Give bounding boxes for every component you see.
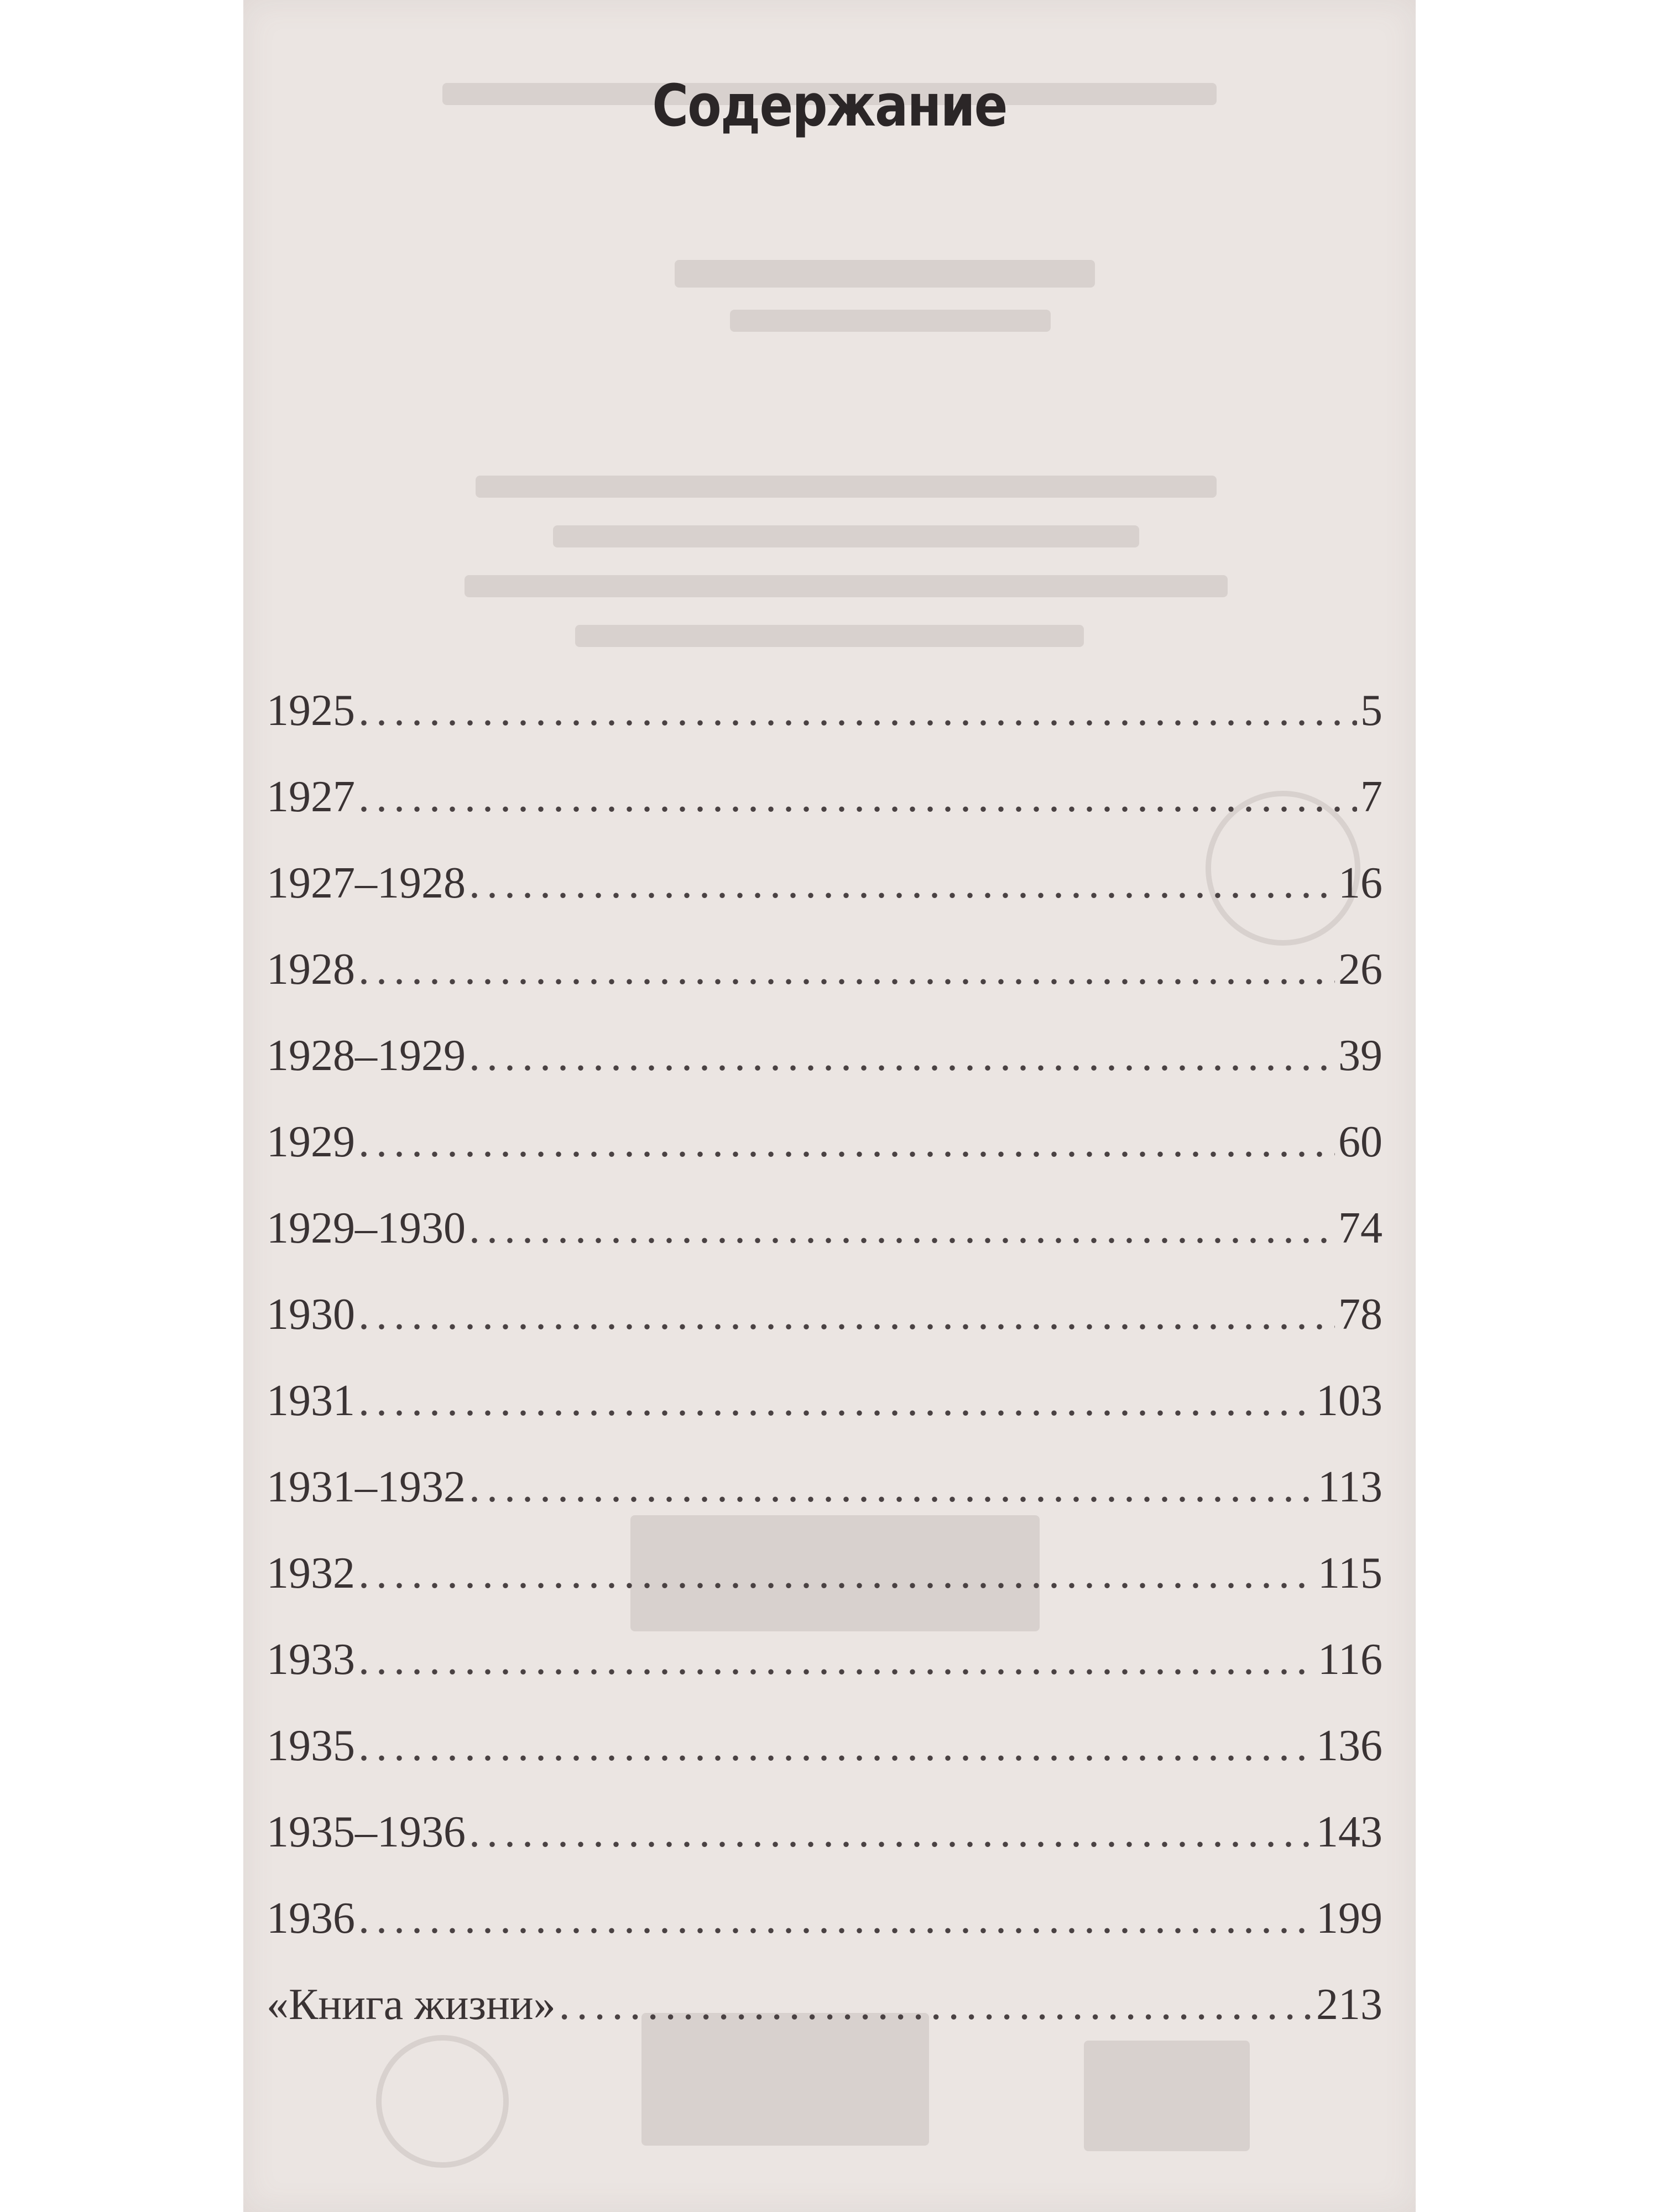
toc-entry-page: 60 — [1338, 1118, 1383, 1166]
toc-entry-page: 199 — [1316, 1894, 1383, 1943]
toc-leader-dots — [358, 1548, 1314, 1599]
toc-entry — [267, 686, 1383, 772]
toc-entry — [267, 1203, 1383, 1290]
bleed-through-mark — [476, 476, 1217, 498]
toc-entry — [267, 1980, 1383, 2066]
bleed-through-mark — [730, 310, 1051, 332]
toc-entry — [267, 1548, 1383, 1635]
toc-entry-label: 1931–1932 — [267, 1463, 466, 1511]
toc-entry-page: 115 — [1317, 1549, 1383, 1598]
toc-entry-page: 39 — [1338, 1031, 1383, 1080]
toc-entry-page: 113 — [1317, 1463, 1383, 1511]
toc-leader-dots — [469, 858, 1335, 909]
toc-leader-dots — [358, 945, 1335, 995]
toc-entry-page: 26 — [1338, 945, 1383, 994]
toc-leader-dots — [358, 1893, 1313, 1944]
toc-entry-label: 1930 — [267, 1290, 355, 1339]
toc-entry-page: 103 — [1316, 1376, 1383, 1425]
page-title: Содержание — [652, 72, 1007, 139]
toc-entry — [267, 1807, 1383, 1893]
toc-leader-dots — [358, 1721, 1313, 1771]
toc-leader-dots — [469, 1807, 1313, 1858]
toc-leader-dots — [358, 1290, 1335, 1340]
bleed-through-mark — [553, 525, 1139, 547]
toc-entry — [267, 1893, 1383, 1980]
book-page — [243, 0, 1416, 2212]
toc-entry-label: 1936 — [267, 1894, 355, 1943]
toc-entry — [267, 1290, 1383, 1376]
toc-leader-dots — [358, 772, 1357, 822]
toc-entry-label: 1932 — [267, 1549, 355, 1598]
toc-entry — [267, 772, 1383, 858]
toc-entry-page: 5 — [1360, 686, 1383, 735]
toc-entry-label: 1925 — [267, 686, 355, 735]
toc-entry — [267, 945, 1383, 1031]
toc-entry — [267, 1462, 1383, 1548]
toc-entry-page: 136 — [1316, 1721, 1383, 1770]
toc-entry-page: 116 — [1317, 1635, 1383, 1684]
toc-entry — [267, 1031, 1383, 1117]
bleed-through-mark — [675, 260, 1095, 288]
toc-entry — [267, 1117, 1383, 1203]
toc-entry-label: 1928–1929 — [267, 1031, 466, 1080]
toc-entry-label: 1935 — [267, 1721, 355, 1770]
toc-leader-dots — [469, 1031, 1335, 1081]
toc-entry-page: 78 — [1338, 1290, 1383, 1339]
toc-entry-label: 1929 — [267, 1118, 355, 1166]
toc-entry-label: 1931 — [267, 1376, 355, 1425]
table-of-contents — [267, 686, 1383, 2066]
toc-leader-dots — [358, 686, 1357, 736]
bleed-through-mark — [575, 625, 1084, 647]
toc-entry-label: 1933 — [267, 1635, 355, 1684]
toc-leader-dots — [469, 1203, 1335, 1254]
bleed-through-mark — [465, 575, 1228, 597]
toc-entry-label: 1928 — [267, 945, 355, 994]
toc-entry-page: 213 — [1316, 1980, 1383, 2029]
toc-entry-page: 74 — [1338, 1204, 1383, 1253]
toc-leader-dots — [358, 1635, 1314, 1685]
toc-leader-dots — [358, 1376, 1313, 1426]
toc-entry — [267, 1635, 1383, 1721]
toc-entry — [267, 1721, 1383, 1807]
toc-entry-label: «Книга жизни» — [267, 1980, 556, 2029]
toc-entry-page: 143 — [1316, 1808, 1383, 1856]
toc-leader-dots — [469, 1462, 1314, 1512]
toc-entry — [267, 858, 1383, 945]
toc-leader-dots — [559, 1980, 1313, 2030]
toc-entry — [267, 1376, 1383, 1462]
toc-entry-label: 1927–1928 — [267, 859, 466, 907]
toc-entry-label: 1927 — [267, 773, 355, 821]
toc-entry-label: 1929–1930 — [267, 1204, 466, 1253]
toc-entry-label: 1935–1936 — [267, 1808, 466, 1856]
toc-entry-page: 7 — [1360, 773, 1383, 821]
toc-entry-page: 16 — [1338, 859, 1383, 907]
toc-leader-dots — [358, 1117, 1335, 1167]
